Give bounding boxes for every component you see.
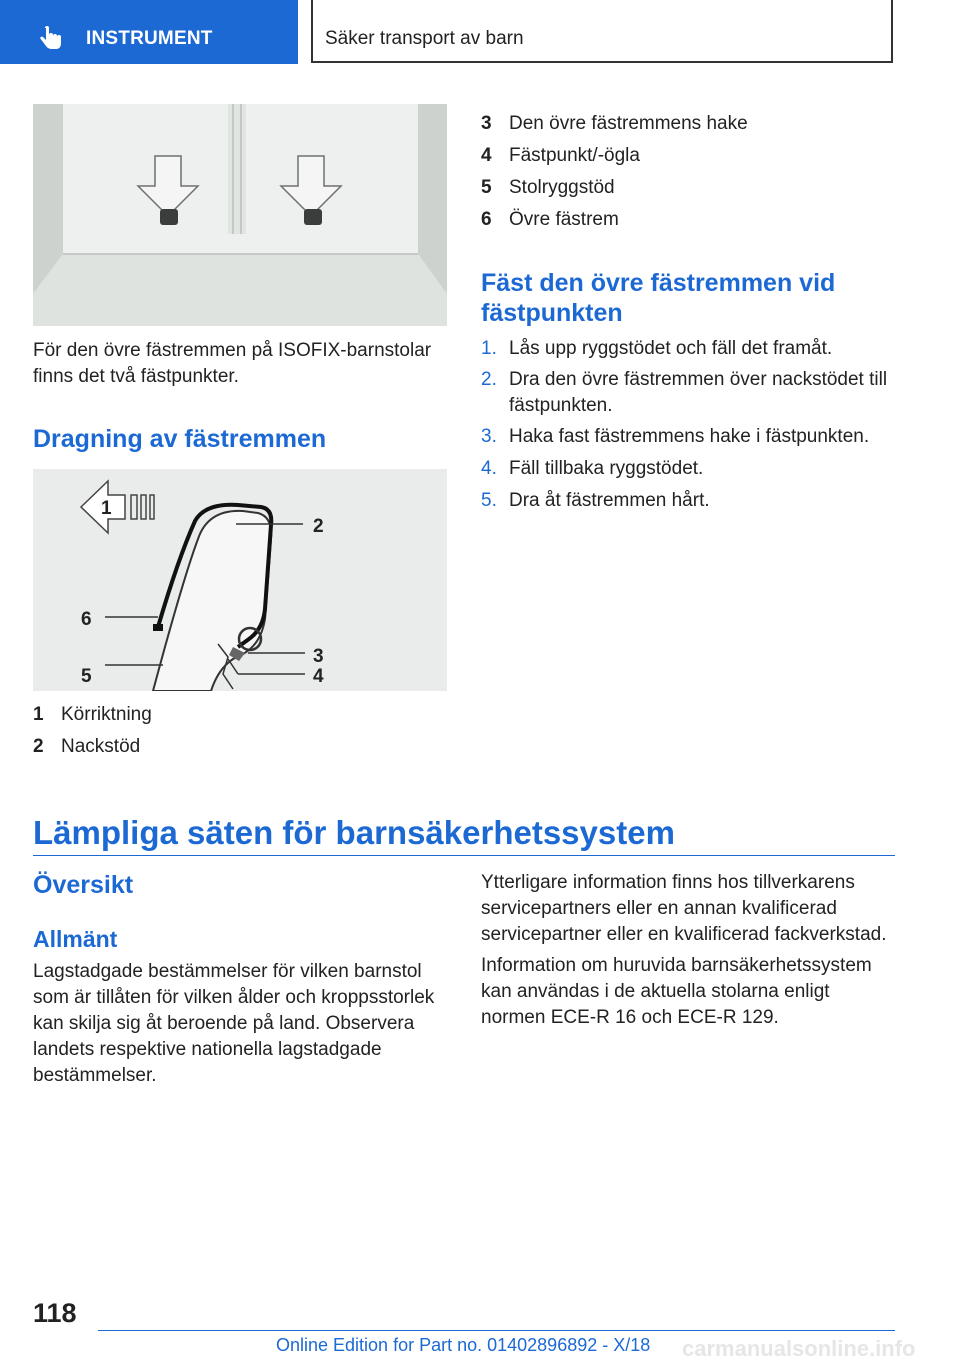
chapter-title: Säker transport av barn xyxy=(325,28,524,49)
section-tab xyxy=(0,0,298,64)
edition-text: Online Edition for Part no. 01402896892 - X/18 xyxy=(276,1335,651,1355)
step-text: Fäll tillbaka ryggstödet. xyxy=(509,458,704,479)
legend-number: 2 xyxy=(33,736,44,757)
hand-pointer-icon xyxy=(36,24,66,54)
general-text: Lagstadgade bestämmelser för vilken barnstol som är tillåten för vilken ålder och kroppsstorlek kan skilja sig åt beroende på land. Observera landets respektive nationella lagstadgade bestämmelser. xyxy=(33,961,435,1086)
section-title: Lämpliga säten för barnsäkerhetssystem xyxy=(33,814,675,851)
step-text: Lås upp ryggstödet och fäll det framåt. xyxy=(509,338,833,359)
callout-6: 6 xyxy=(81,609,92,630)
section-label: INSTRUMENT xyxy=(86,28,213,49)
callout-4: 4 xyxy=(313,666,324,687)
legend-label: Övre fästrem xyxy=(509,209,619,230)
step-text: Dra åt fästremmen hårt. xyxy=(509,490,710,511)
attach-heading: Fäst den övre fästremmen vid fästpunkten xyxy=(481,269,836,327)
anchor-points-caption: För den övre fästremmen på ISOFIX-barnstolar finns det två fästpunkter. xyxy=(33,340,432,387)
step-text: Haka fast fästremmens hake i fästpunkten. xyxy=(509,426,870,447)
routing-heading: Dragning av fästremmen xyxy=(33,425,327,453)
general-heading: Allmänt xyxy=(33,926,118,952)
callout-1: 1 xyxy=(101,498,112,519)
step-text: Dra den övre fästremmen över nackstödet till fästpunkten. xyxy=(509,369,888,416)
watermark: carmanualsonline.info xyxy=(682,1336,916,1361)
step-number: 4. xyxy=(481,458,497,479)
step-number: 5. xyxy=(481,490,497,511)
legend-number: 6 xyxy=(481,209,492,230)
callout-5: 5 xyxy=(81,666,92,687)
anchor-points-illustration xyxy=(33,104,447,326)
legend-label: Fästpunkt/-ögla xyxy=(509,145,640,166)
footer-divider xyxy=(98,1330,895,1331)
legend-number: 4 xyxy=(481,145,492,166)
step-number: 3. xyxy=(481,426,497,447)
overview-heading: Översikt xyxy=(33,871,134,899)
info-text-2: Information om huruvida barnsäkerhetssystem kan användas i de aktuella stolarna enligt normen ECE-R 16 och ECE-R 129. xyxy=(481,955,872,1028)
legend-label: Körriktning xyxy=(61,704,152,725)
legend-label: Nackstöd xyxy=(61,736,141,757)
chapter-header xyxy=(311,0,893,63)
legend-label: Stolryggstöd xyxy=(509,177,615,198)
tether-routing-diagram xyxy=(33,469,447,691)
info-text-1: Ytterligare information finns hos tillverkarens servicepartners eller en annan kvalificerad servicepartner eller en kvalificerad fackverkstad. xyxy=(481,872,887,945)
legend-label: Den övre fästremmens hake xyxy=(509,113,748,134)
step-number: 2. xyxy=(481,369,497,390)
callout-2: 2 xyxy=(313,516,324,537)
section-divider xyxy=(33,855,895,856)
page-number: 118 xyxy=(33,1298,77,1328)
callout-3: 3 xyxy=(313,646,324,667)
step-number: 1. xyxy=(481,338,497,359)
legend-number: 1 xyxy=(33,704,44,725)
legend-number: 5 xyxy=(481,177,492,198)
legend-number: 3 xyxy=(481,113,492,134)
